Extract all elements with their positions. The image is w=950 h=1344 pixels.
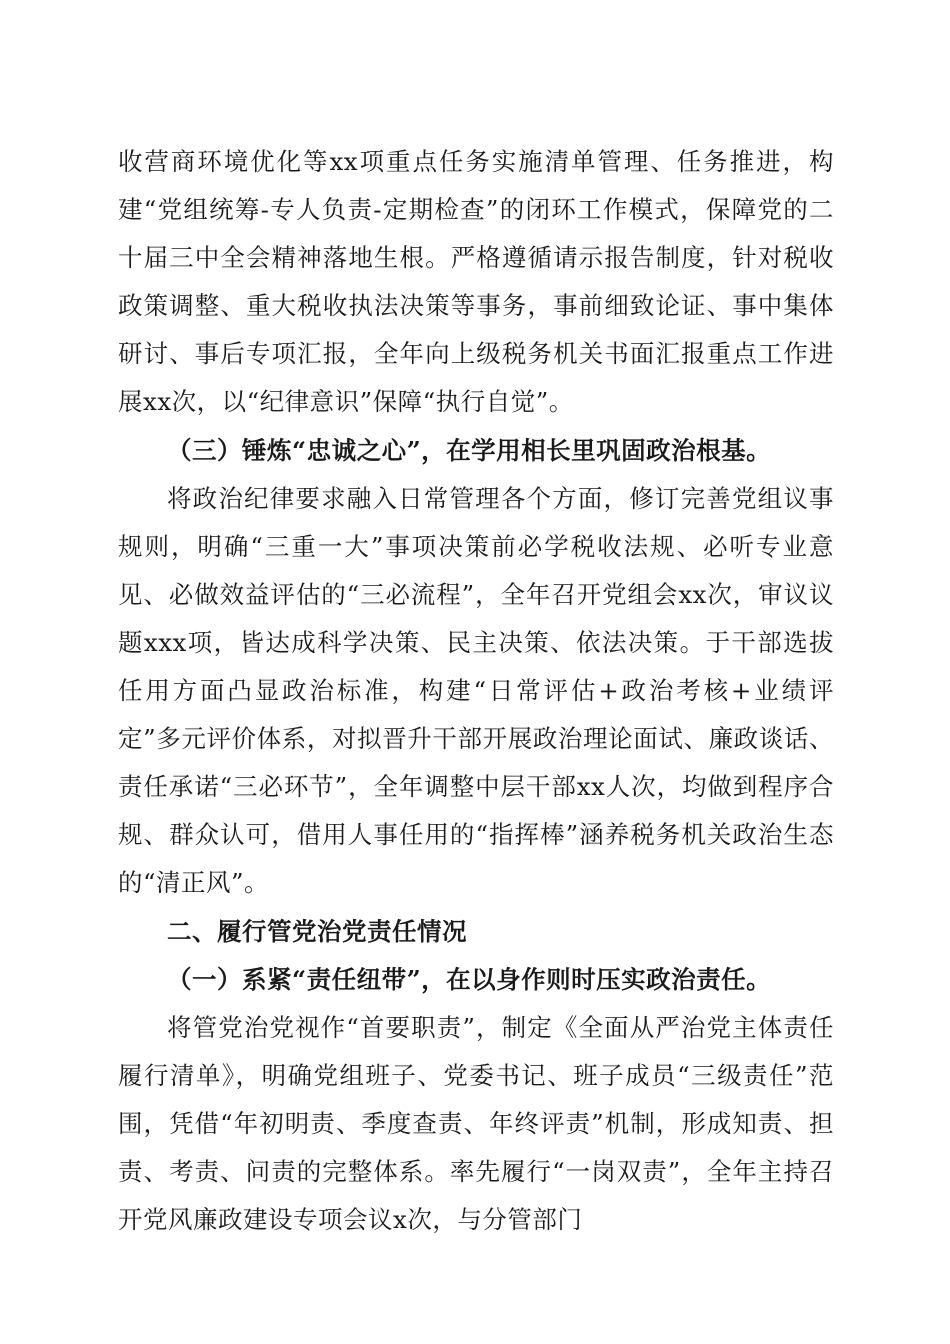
paragraph-political-discipline: 将政治纪律要求融入日常管理各个方面，修订完善党组议事规则，明确“三重一大”事项决策前必学税收法规、必听专业意见、必做效益评估的“三必流程”，全年召开党组会xx次，审议议题xxx项，皆达成科学决策、民主决策、依法决策。于干部选拔任用方面凸显政治标准，构建“日常评估+政治考核+业绩评定”多元评价体系，对拟晋升干部开展政治理论面试、廉政谈话、责任承诺“三必环节”，全年调整中层干部xx人次，均做到程序合规、群众认可，借用人事任用的“指挥棒”涵养税务机关政治生态的“清正风”。: [118, 483, 834, 898]
paragraph-continuation: 收营商环境优化等xx项重点任务实施清单管理、任务推进，构建“党组统筹-专人负责-定期检查”的闭环工作模式，保障党的二十届三中全会精神落地生根。严格遵循请示报告制度，针对税收政策调整、重大税收执法决策等事务，事前细致论证、事中集体研讨、事后专项汇报，全年向上级税务机关书面汇报重点工作进展xx次，以“纪律意识”保障“执行自觉”。: [118, 147, 834, 417]
document-body: [118, 138, 834, 1244]
section-heading-two: 二、履行管党治党责任情况: [167, 916, 467, 946]
subheading-three: （三）锤炼“忠诚之心”，在学用相长里巩固政治根基。: [167, 435, 772, 465]
paragraph-party-responsibility: 将管党治党视作“首要职责”，制定《全面从严治党主体责任履行清单》，明确党组班子、党委书记、班子成员“三级责任”范围，凭借“年初明责、季度查责、年终评责”机制，形成知责、担责、考责、问责的完整体系。率先履行“一岗双责”，全年主持召开党风廉政建设专项会议x次，与分管部门: [118, 1012, 834, 1235]
subheading-one: （一）系紧“责任纽带”，在以身作则时压实政治责任。: [167, 964, 772, 994]
